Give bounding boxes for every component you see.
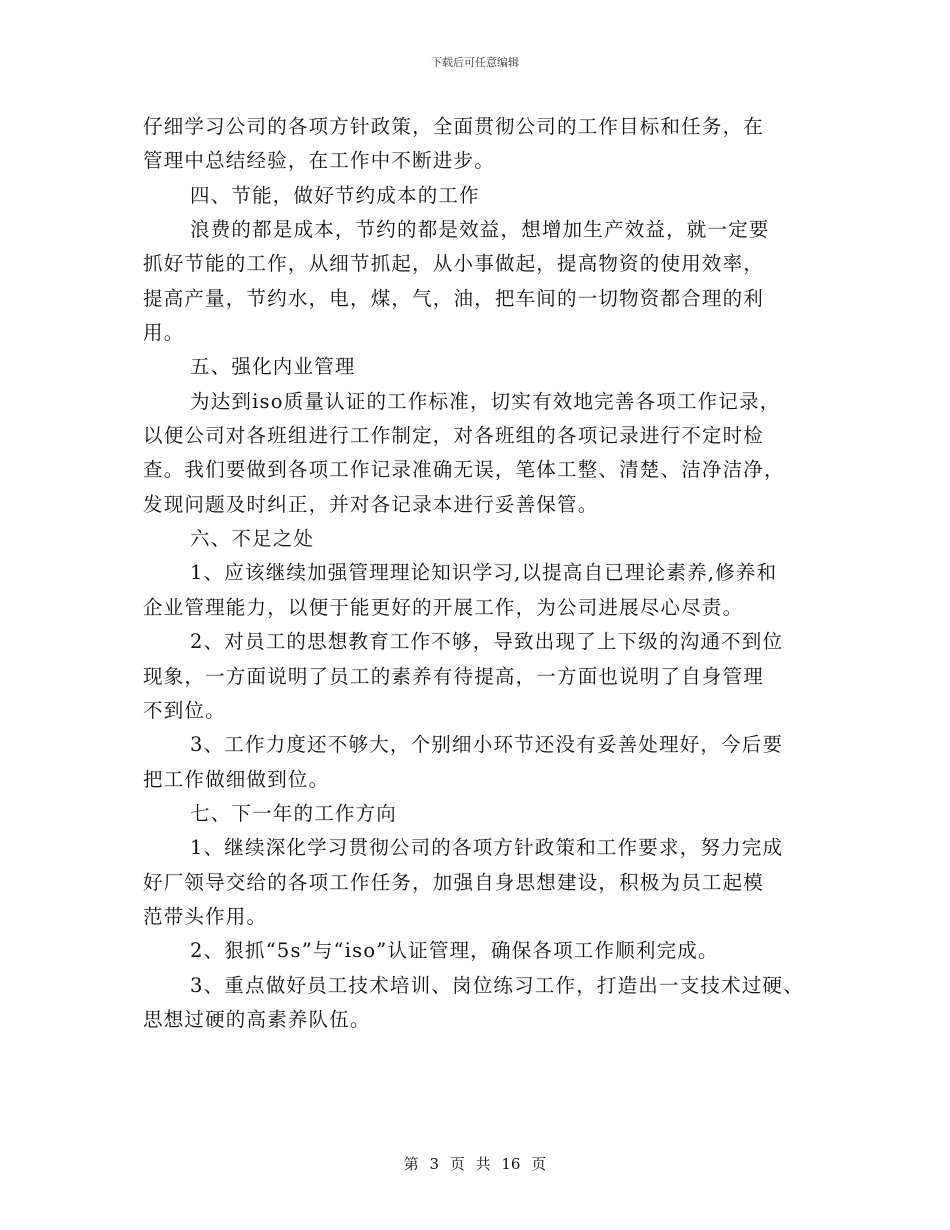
text-line: 仔细学习公司的各项方针政策，全面贯彻公司的工作目标和任务，在 [143, 115, 765, 138]
text-line: 提高产量，节约水，电，煤，气，油，把车间的一切物资都合理的利 [143, 286, 765, 310]
text-line: 范带头作用。 [143, 904, 268, 928]
text-line: 把工作做细做到位。 [143, 767, 330, 791]
text-line: 为达到iso质量认证的工作标准，切实有效地完善各项工作记录， [190, 389, 781, 413]
text-line: 浪费的都是成本，节约的都是效益，想增加生产效益，就一定要 [190, 218, 770, 242]
text-line: 1、继续深化学习贯彻公司的各项方针政策和工作要求，努力完成 [190, 836, 784, 860]
header-note: 下载后可任意编辑 [431, 56, 519, 69]
text-line: 四、节能，做好节约成本的工作 [190, 183, 480, 207]
text-line: 管理中总结经验，在工作中不断进步。 [143, 149, 495, 173]
text-line: 2、对员工的思想教育工作不够，导致出现了上下级的沟通不到位 [190, 630, 784, 654]
text-line: 抓好节能的工作，从细节抓起，从小事做起，提高物资的使用效率， [143, 252, 765, 276]
text-line: 不到位。 [143, 698, 226, 722]
page-number-footer: 第 3 页 共 16 页 [403, 1155, 547, 1173]
text-line: 2、狠抓“5s”与“iso”认证管理，确保各项工作顺利完成。 [190, 939, 719, 963]
text-line: 查。我们要做到各项工作记录准确无误，笔体工整、清楚、洁净洁净， [143, 458, 785, 482]
text-line: 思想过硬的高素养队伍。 [143, 1007, 371, 1031]
text-line: 3、工作力度还不够大，个别细小环节还没有妥善处理好，今后要 [190, 733, 784, 757]
text-line: 发现问题及时纠正，并对各记录本进行妥善保管。 [143, 492, 599, 516]
document-body [143, 110, 823, 1037]
text-line: 1、应该继续加强管理理论知识学习,以提高自已理论素养,修养和 [190, 561, 778, 585]
text-line: 用。 [143, 321, 185, 345]
text-line: 五、强化内业管理 [190, 355, 356, 379]
text-line: 企业管理能力，以便于能更好的开展工作，为公司进展尽心尽责。 [143, 595, 744, 619]
text-line: 现象，一方面说明了员工的素养有待提高，一方面也说明了自身管理 [143, 664, 765, 688]
text-line: 以便公司对各班组进行工作制定，对各班组的各项记录进行不定时检 [143, 424, 765, 448]
text-line: 好厂领导交给的各项工作任务，加强自身思想建设，积极为员工起模 [143, 870, 765, 894]
text-line: 3、重点做好员工技术培训、岗位练习工作，打造出一支技术过硬、 [190, 973, 804, 997]
text-line: 七、下一年的工作方向 [190, 801, 398, 825]
text-line: 六、不足之处 [190, 527, 315, 551]
